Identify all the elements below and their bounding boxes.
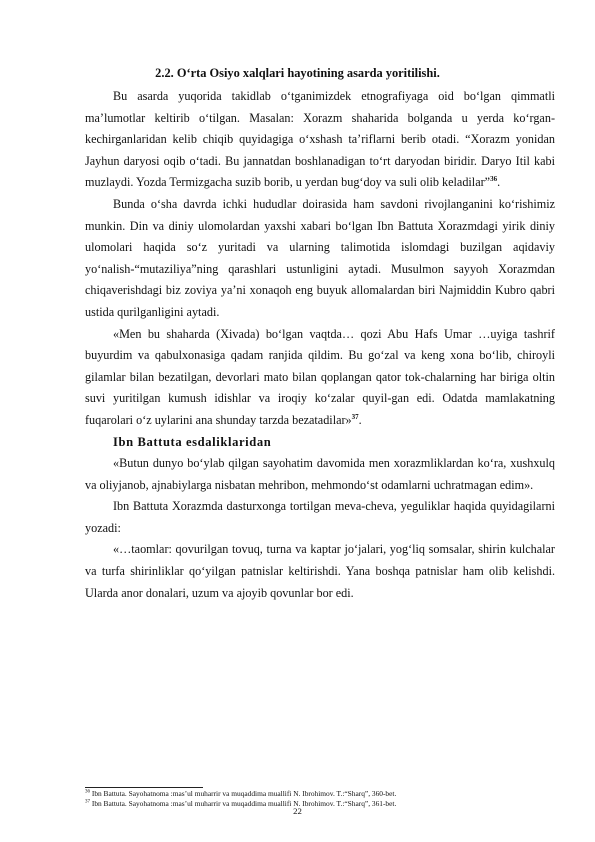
- section-title: 2.2. O‘rta Osiyo xalqlari hayotining asarda yoritilishi.: [155, 66, 440, 80]
- footnote-ref-36[interactable]: 36: [490, 175, 498, 184]
- paragraph-2: [85, 194, 555, 324]
- footnote-number: 36: [85, 789, 90, 795]
- footnote-number: 37: [85, 799, 90, 805]
- footnote-ref-37[interactable]: 37: [351, 412, 359, 421]
- footnote-text: Ibn Battuta. Sayohatnoma :mas’ul muharrir va muqaddima muallifi N. Ibrohimov. T.:“Sharq”, 360-bet.: [91, 789, 397, 798]
- paragraph-5: Ibn Battuta Xorazmda dasturxonga tortilgan meva-cheva, yeguliklar haqida quyidagilarni yozadi:: [85, 499, 555, 535]
- paragraph-3-tail: .: [358, 412, 362, 427]
- paragraph-1-text: Bu asarda yuqorida takidlab o‘tganimizdek etnografiyaga oid bo‘lgan qimmatli ma’lumotlar keltirib o‘tilgan. Masalan: Xorazm shaharida bolganda u yerda ko‘rgan-kechirganlaridan kelib chiqib quyidagiga o‘xshash ta’riflarni berib otadi. “Xorazm yonidan Jayhun daryosi oqib o‘tadi. Bu jannatdan boshlanadigan to‘rt daryodan biridir. Daryo Itil kabi muzlaydi. Yozda Termizgacha suzib borib, u yerdan bug‘doy va suli olib keladilar”: [85, 89, 555, 190]
- subheading: Ibn Battuta esdaliklaridan: [113, 434, 272, 449]
- paragraph-4: «Butun dunyo bo‘ylab qilgan sayohatim davomida men xorazmliklardan ko‘ra, xushxulq va oliyjanob, ajnabiylarga nisbatan mehribon, mehmondo‘st odamlarni uchratmagan edim».: [85, 456, 555, 492]
- paragraph-3: [85, 324, 555, 432]
- footnote-divider: [85, 787, 203, 788]
- body-text: [85, 86, 555, 604]
- paragraph-1-tail: .: [497, 175, 501, 190]
- footnote-36: [85, 789, 555, 799]
- paragraph-1: [85, 86, 555, 194]
- paragraph-6: «…taomlar: qovurilgan tovuq, turna va kaptar jo‘jalari, yog‘liq somsalar, shirin kulchalar va turfa shirinliklar qo‘yilgan patnislar keltirishdi. Yana boshqa patnislar ham olib kelishdi. Ularda anor donalari, uzum va ajoyib qovunlar bor edi.: [85, 542, 555, 600]
- footnote-text: Ibn Battuta. Sayohatnoma :mas’ul muharrir va muqaddima muallifi N. Ibrohimov. T.:“Sharq”, 361-bet.: [91, 798, 397, 808]
- paragraph-3-text: «Men bu shaharda (Xivada) bo‘lgan vaqtda… qozi Abu Hafs Umar …uyiga tashrif buyurdim va qabulxonasiga qadam ranjida qildim. Bu go‘zal va keng xona bo‘lib, chiroyli gilamlar bilan bezatilgan, devorlari mato bilan qoplangan qator tok-chalarning har biriga oltin suvi yuritilgan kumush idishlar va iroqiy ko‘zalar quyil-gan edi. Odatda mamlakatning fuqarolari o‘z uylarini ana shunday tarzda bezatadilar»: [85, 326, 555, 427]
- paragraph-2-text: Bunda o‘sha davrda ichki hududlar doirasida ham savdoni rivojlanganini ko‘rishimiz munkin. Din va diniy ulomolardan yaxshi xabari bo‘lgan Ibn Battuta Xorazmdagi yirik diniy ulomolari haqida so‘z yuritadi va ularning talimotida islomdagi buzilgan aqidaviy yo‘nalish-“mutaziliya”ning qarashlari ustunligini aytadi. Musulmon sayyoh Xorazmdan chiqaverishdagi biz zoviya ya’ni xonaqoh eng buyuk allomalardan biri Najmiddin Kubro qabri ustida qurilganligini aytadi.: [85, 196, 555, 319]
- page-number: 22: [293, 806, 302, 816]
